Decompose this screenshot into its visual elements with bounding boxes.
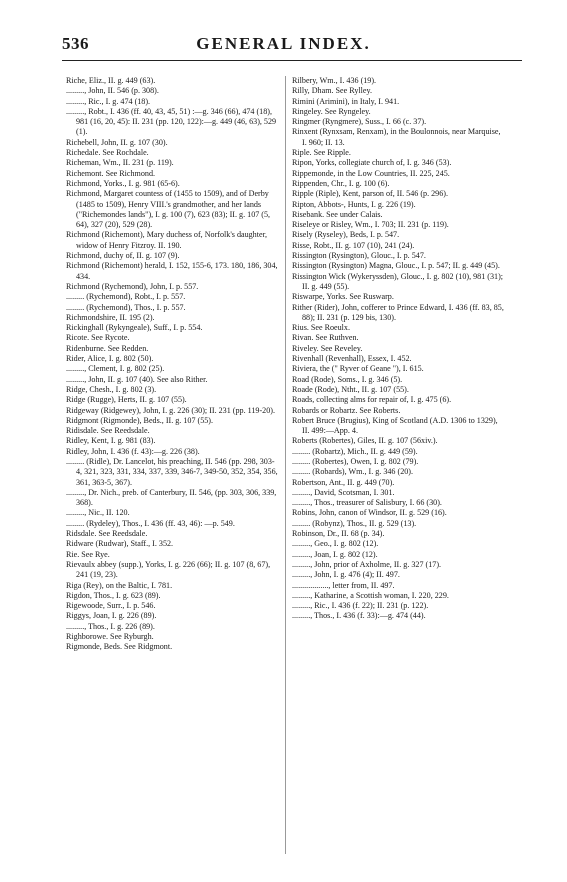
index-entry: Ripple (Riple), Kent, parson of, II. 546 (p. 296). — [292, 189, 448, 199]
index-entry: ........., Nic., II. 120. — [66, 508, 130, 518]
index-entry: Roade (Rode), Ntht., II. g. 107 (55). — [292, 384, 409, 394]
index-entry: Ripon, Yorks, collegiate church of, I. g. 346 (53). — [292, 158, 452, 168]
index-entry: ........., Ric., I. 436 (f. 22); II. 231 (p. 122). — [292, 601, 429, 611]
index-entry: Rilbery, Wm., I. 436 (19). — [292, 76, 377, 85]
index-entry: Rivan. See Ruthven. — [292, 333, 359, 343]
index-entry: .................., letter from, II. 497. — [292, 580, 395, 590]
index-entry: Rie. See Rye. — [66, 549, 110, 559]
index-entry: Ridenburne. See Redden. — [66, 343, 149, 353]
index-entry: Riga (Rey), on the Baltic, I. 781. — [66, 580, 173, 590]
index-entry: Rippenden, Chr., I. g. 100 (6). — [292, 178, 390, 188]
index-entry: ......... (Robards), Wm., I. g. 346 (20). — [292, 467, 414, 477]
index-entry: Robins, John, canon of Windsor, II. g. 529 (16). — [292, 508, 447, 518]
index-entry: Roberts (Robertes), Giles, II. g. 107 (56xiv.). — [292, 436, 438, 446]
index-entry: Riggys, Joan, I. g. 226 (89). — [66, 611, 157, 621]
index-entry: Ringmer (Ryngmere), Suss., I. 66 (c. 37). — [292, 117, 427, 127]
index-entry: Rigdon, Thos., I. g. 623 (89). — [66, 590, 161, 600]
index-entry: Ridsdale. See Reedsdale. — [66, 529, 148, 539]
page-number: 536 — [62, 34, 89, 53]
index-entry: ........., Thos., I. g. 226 (89). — [66, 621, 155, 631]
index-entry: Richmond, Yorks., I. g. 981 (65-6). — [66, 178, 180, 188]
index-entry: ......... (Robynz), Thos., II. g. 529 (13). — [292, 518, 417, 528]
index-entry: Richemont. See Richmond. — [66, 168, 156, 178]
index-entry: ......... (Rydeley), Thos., I. 436 (ff. 43, 46): —p. 549. — [66, 518, 235, 528]
index-entry: ......... (Rychemond), Thos., I. p. 557. — [66, 302, 186, 312]
index-entry: Rimini (Arimini), in Italy, I. 941. — [292, 96, 400, 106]
index-entry: Rinxent (Rynxsam, Renxam), in the Boulonnois, near Marquise, I. 960; II. 13. — [292, 127, 501, 147]
index-entry: Riswarpe, Yorks. See Ruswarp. — [292, 292, 394, 302]
index-entry: Rider, Alice, I. g. 802 (50). — [66, 354, 154, 364]
index-entry: Richmond, duchy of, II. g. 107 (9). — [66, 251, 180, 261]
index-entry: Riseleye or Risley, Wm., I. 703; II. 231 (p. 119). — [292, 220, 449, 230]
index-entry: Robinson, Dr., II. 68 (p. 34). — [292, 529, 385, 539]
index-entry: Rissington (Rysington), Glouc., I. p. 547. — [292, 251, 426, 261]
index-entry: Rigmonde, Beds. See Ridgmont. — [66, 642, 173, 652]
index-entry: Rigewoode, Surr., I. p. 546. — [66, 601, 156, 611]
index-entry: Rivenhall (Revenhall), Essex, I. 452. — [292, 354, 412, 364]
index-entry: Roads, collecting alms for repair of, I. g. 475 (6). — [292, 395, 452, 405]
index-entry: ......... (Robartz), Mich., II. g. 449 (59). — [292, 446, 418, 456]
index-entry: ........., Dr. Nich., preb. of Canterbury, II. 546, (pp. 303, 306, 339, 368). — [66, 487, 277, 508]
index-entry: Richebell, John, II. g. 107 (30). — [66, 137, 168, 147]
index-column-right — [292, 76, 504, 622]
index-entry: Rippemonde, in the Low Countries, II. 225, 245. — [292, 168, 450, 178]
page-header — [0, 0, 567, 60]
index-entry: Richmond (Richemont), Mary duchess of, Norfolk's daughter, widow of Henry Fitzroy. II. 190. — [66, 230, 267, 250]
index-entry: Ripton, Abbots-, Hunts, I. g. 226 (19). — [292, 199, 416, 209]
index-entry: ........., John, II. g. 107 (40). See also Rither. — [66, 374, 208, 384]
index-entry: Richmondshire, II. 195 (2). — [66, 312, 155, 322]
index-entry: Rissington (Rysington) Magna, Glouc., I. p. 547; II. g. 449 (45). — [292, 261, 500, 271]
column-divider — [285, 76, 286, 854]
index-entry: Riviera, the (" Ryver of Geane "), I. 615. — [292, 364, 424, 374]
index-entry: Rissington Wick (Wykeryssden), Glouc., I. g. 802 (10), 981 (31); II. g. 449 (55). — [292, 271, 504, 291]
index-entry: Rilly, Dham. See Rylley. — [292, 86, 373, 96]
index-entry: Rither (Rider), John, cofferer to Prince Edward, I. 436 (ff. 83, 85, 88); II. 231 (p. 129 bis, 130). — [292, 302, 504, 322]
index-entry: ........., John, prior of Axholme, II. g. 327 (17). — [292, 559, 442, 569]
index-entry: Rickinghall (Rykyngeale), Suff., I. p. 554. — [66, 323, 203, 333]
index-entry: ........., Clement, I. g. 802 (25). — [66, 364, 165, 374]
index-entry: Righborowe. See Ryburgh. — [66, 632, 154, 642]
index-entry: ........., Joan, I. g. 802 (12). — [292, 549, 378, 559]
index-entry: Richmond (Rychemond), John, I. p. 557. — [66, 281, 199, 291]
index-entry: Ringeley. See Ryngeley. — [292, 106, 371, 116]
index-entry: ........., Katharine, a Scottish woman, I. 220, 229. — [292, 590, 449, 600]
header-rule — [62, 60, 522, 61]
index-entry: ........., Thos., treasurer of Salisbury, I. 66 (30). — [292, 498, 442, 508]
index-entry: Robards or Robartz. See Roberts. — [292, 405, 401, 415]
index-entry: Road (Rode), Soms., I. g. 346 (5). — [292, 374, 403, 384]
index-entry: ........., Ric., I. g. 474 (18). — [66, 96, 151, 106]
index-entry: Richedale. See Rochdale. — [66, 148, 149, 158]
index-entry: Robert Bruce (Brugius), King of Scotland (A.D. 1306 to 1329), II. 499:—App. 4. — [292, 415, 498, 436]
index-entry: Ricote. See Rycote. — [66, 333, 130, 343]
index-entry: Robertson, Ant., II. g. 449 (70). — [292, 477, 395, 487]
index-entry: Ridge, Chesh., I. g. 802 (3). — [66, 384, 157, 394]
index-entry: Ridisdale. See Reedsdale. — [66, 426, 150, 436]
index-entry: Ridgeway (Ridgewey), John, I. g. 226 (30); II. 231 (pp. 119-20). — [66, 405, 275, 415]
index-column-left — [66, 76, 278, 653]
index-entry: Ridley, Kent, I. g. 981 (83). — [66, 436, 156, 446]
index-entry: ......... (Ridle), Dr. Lancelot, his preaching, II. 546 (pp. 298, 303-4, 321, 323, 331, 334, 337, 339, 346-7, 349-50, 352, 354, 356, 361, 363-5, 367). — [66, 456, 278, 487]
index-entry: Ridware (Rudwar), Staff., I. 352. — [66, 539, 174, 549]
index-entry: Risely (Ryseley), Beds, I. p. 547. — [292, 230, 400, 240]
index-entry: Risse, Robt., II. g. 107 (10), 241 (24). — [292, 240, 415, 250]
index-entry: ........., Geo., I. g. 802 (12). — [292, 539, 379, 549]
index-entry: ........., John, II. 546 (p. 308). — [66, 86, 159, 96]
index-entry: ........., David, Scotsman, I. 301. — [292, 487, 395, 497]
index-entry: Richmond (Richemont) herald, I. 152, 155-6, 173. 180, 186, 304, 434. — [66, 261, 278, 281]
index-entry: Richmond, Margaret countess of (1455 to 1509), and of Derby (1485 to 1509), Henry VIII.'s grandmother, and her lands ("Richemondes lands"), I. g. 100 (7), 623 (83); II. g. 107 (5, 64), 327 (20), 529 (28). — [66, 189, 271, 230]
index-entry: Rius. See Roeulx. — [292, 323, 351, 333]
index-entry: ......... (Robertes), Owen, I. g. 802 (79). — [292, 456, 419, 466]
index-entry: ......... (Rychemond), Robt., I. p. 557. — [66, 292, 186, 302]
index-entry: ........., Thos., I. 436 (f. 33):—g. 474 (44). — [292, 611, 426, 621]
index-entry: Ridley, John, I. 436 (f. 43):—g. 226 (38). — [66, 446, 200, 456]
index-entry: Riche, Eliz., II. g. 449 (63). — [66, 76, 156, 85]
index-entry: Riveley. See Reveley. — [292, 343, 363, 353]
index-entry: Richeman, Wm., II. 231 (p. 119). — [66, 158, 174, 168]
index-entry: Ridgmont (Rigmonde), Beds., II. g. 107 (55). — [66, 415, 214, 425]
index-entry: Rievaulx abbey (supp.), Yorks, I. g. 226 (66); II. g. 107 (8, 67), 241 (19, 23). — [66, 559, 271, 580]
index-entry: Ridge (Rugge), Herts, II. g. 107 (55). — [66, 395, 187, 405]
index-entry: ........., Robt., I. 436 (ff. 40, 43, 45, 51) :—g. 346 (66), 474 (18), 981 (16, 20, 45): II. 231 (pp. 120, 122):—g. 449 (46, 63), 529 (1). — [66, 106, 277, 137]
index-entry: ........., John, I. g. 476 (4); II. 497. — [292, 570, 400, 580]
page-title: GENERAL INDEX. — [196, 34, 371, 53]
index-entry: Riple. See Ripple. — [292, 148, 351, 158]
index-entry: Risebank. See under Calais. — [292, 209, 383, 219]
